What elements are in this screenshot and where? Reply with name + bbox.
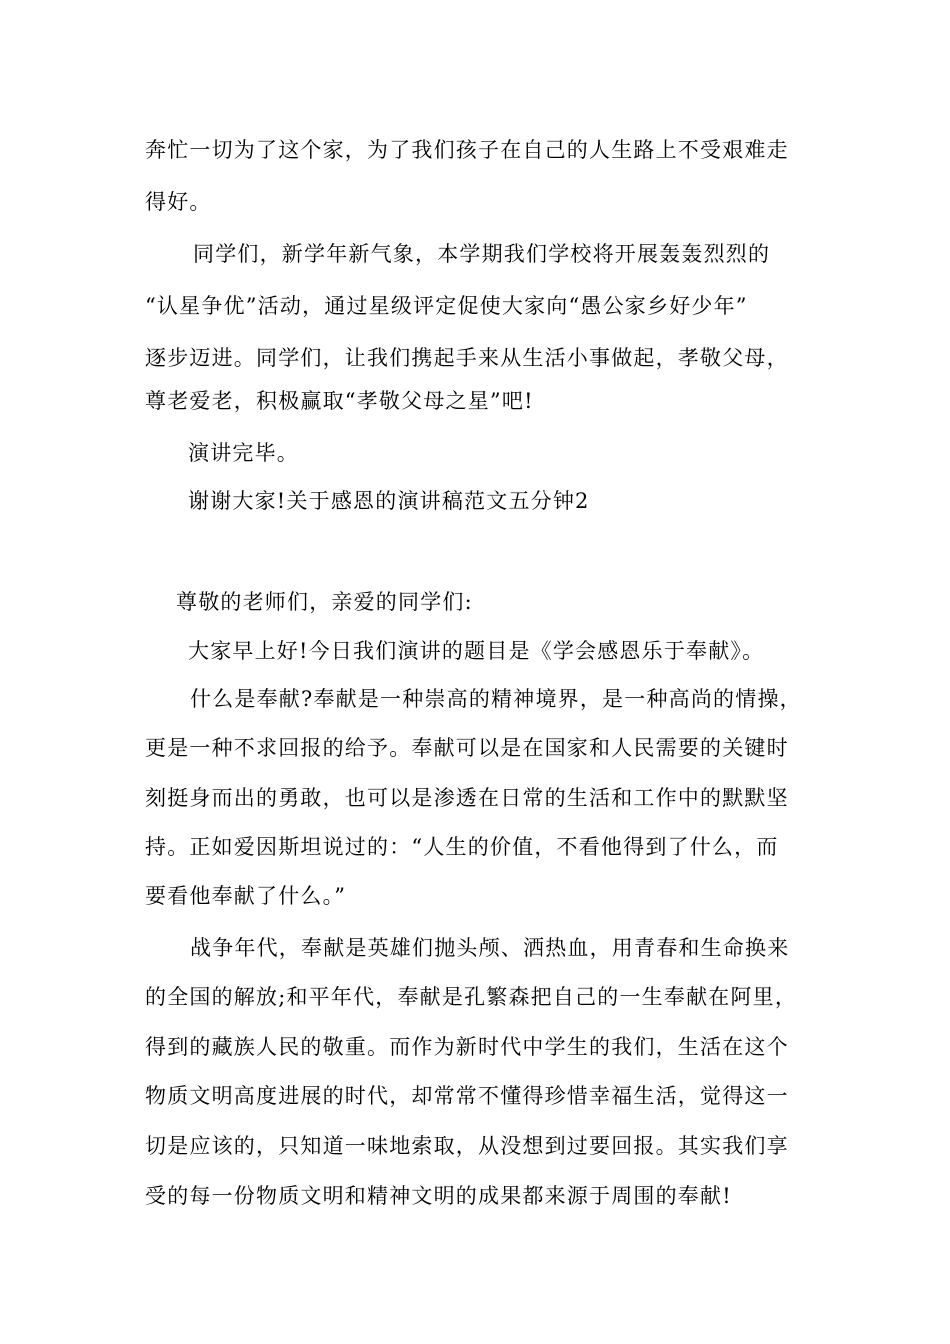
text-line: 得好。: [145, 190, 212, 214]
text-line: 尊敬的老师们，亲爱的同学们:: [176, 590, 473, 614]
text-line: 得到的藏族人民的敬重。而作为新时代中学生的我们，生活在这个: [145, 1035, 789, 1059]
text-line: 要看他奉献了什么。”: [145, 884, 347, 908]
text-line: 谢谢大家!关于感恩的演讲稿范文五分钟2: [188, 489, 590, 513]
text-line: 更是一种不求回报的给予。奉献可以是在国家和人民需要的关键时: [145, 736, 789, 760]
text-line: 演讲完毕。: [188, 441, 299, 465]
text-line: 战争年代，奉献是英雄们抛头颅、洒热血，用青春和生命换来: [190, 936, 790, 960]
text-line: “认星争优”活动，通过星级评定促使大家向“愚公家乡好少年”: [145, 294, 748, 318]
text-line: 同学们，新学年新气象，本学期我们学校将开展轰轰烈烈的: [193, 242, 771, 266]
text-line: 奔忙一切为了这个家，为了我们孩子在自己的人生路上不受艰难走: [145, 138, 789, 162]
text-line: 刻挺身而出的勇敢，也可以是渗透在日常的生活和工作中的默默坚: [145, 786, 789, 810]
text-line: 持。正如爱因斯坦说过的：“人生的价值，不看他得到了什么，而: [145, 835, 779, 859]
text-line: 的全国的解放;和平年代，奉献是孔繁森把自己的一生奉献在阿里，: [145, 985, 798, 1009]
text-line: 什么是奉献?奉献是一种崇高的精神境界，是一种高尚的情操，: [190, 687, 802, 711]
text-line: 受的每一份物质文明和精神文明的成果都来源于周围的奉献!: [145, 1184, 732, 1208]
text-line: 物质文明高度进展的时代，却常常不懂得珍惜幸福生活，觉得这一: [145, 1084, 789, 1108]
text-line: 尊老爱老，积极赢取“孝敬父母之星”吧!: [145, 389, 534, 413]
text-line: 大家早上好!今日我们演讲的题目是《学会感恩乐于奉献》。: [188, 639, 765, 663]
text-line: 逐步迈进。同学们，让我们携起手来从生活小事做起，孝敬父母，: [145, 346, 789, 370]
text-line: 切是应该的，只知道一味地索取，从没想到过要回报。其实我们享: [145, 1134, 789, 1158]
